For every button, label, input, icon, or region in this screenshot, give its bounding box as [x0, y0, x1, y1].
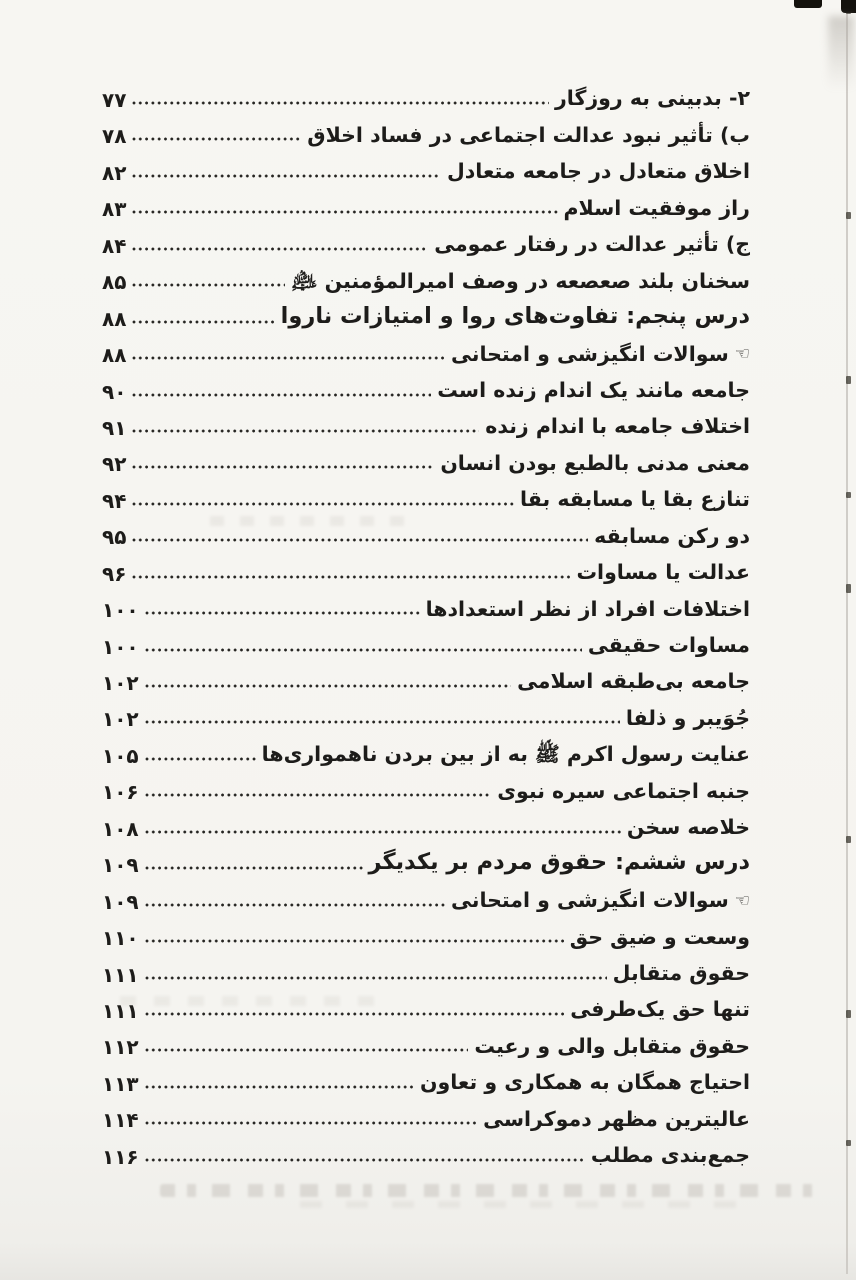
dotted-leader: [145, 866, 363, 870]
toc-row: [102, 517, 750, 548]
toc-row: [102, 481, 750, 512]
toc-entry-title: تنها حق یک‌طرفی: [570, 997, 750, 1022]
toc-entry-page-number: ۷۷: [102, 88, 127, 112]
toc-row: [102, 991, 750, 1022]
toc-entry-page-number: ۸۵: [102, 270, 127, 295]
toc-row: [102, 1064, 750, 1095]
toc-entry-page-number: ۱۱۶: [102, 1144, 139, 1169]
dotted-leader: [132, 502, 514, 506]
toc-entry-title: عالیترین مظهر دموکراسی: [483, 1106, 750, 1131]
toc-entry-title: اختلاف جامعه با اندام زنده: [485, 414, 750, 439]
toc-row: [102, 1137, 750, 1168]
toc-entry-title: اخلاق متعادل در جامعه متعادل: [446, 159, 750, 184]
toc-entry-page-number: ۱۱۰: [102, 926, 139, 951]
dotted-leader: [132, 356, 445, 360]
dotted-leader: [132, 429, 479, 433]
toc-row: [102, 882, 750, 913]
toc-row: [102, 116, 750, 147]
dotted-leader: [145, 757, 256, 761]
dotted-leader: [145, 939, 564, 943]
toc-entry-page-number: ۱۱۲: [102, 1035, 139, 1060]
toc-entry-page-number: ۹۰: [102, 379, 127, 404]
toc-row: [102, 189, 750, 220]
dotted-leader: [145, 611, 420, 615]
toc-row: [102, 372, 750, 403]
toc-entry-title: عنایت رسول اکرم ﷺ به از بین بردن ناهمواری‌ها: [261, 742, 750, 767]
toc-entry-page-number: ۱۰۰: [102, 598, 139, 623]
dotted-leader: [132, 320, 274, 324]
toc-entry-page-number: ۹۶: [102, 561, 127, 586]
dotted-leader: [132, 283, 285, 287]
toc-entry-page-number: ۹۵: [102, 525, 127, 550]
dotted-leader: [132, 393, 431, 397]
scan-bleed-mark: [846, 836, 851, 843]
scan-bleed-mark: [846, 1140, 851, 1146]
toc-entry-title: جامعه بی‌طبقه اسلامی: [517, 669, 750, 694]
toc-row: [102, 772, 750, 803]
toc-row: [102, 226, 750, 257]
dotted-leader: [145, 1158, 585, 1162]
dotted-leader: [145, 1085, 414, 1089]
toc-entry-title: جمع‌بندی مطلب: [590, 1143, 750, 1168]
dotted-leader: [132, 210, 557, 214]
toc-entry-page-number: ۹۱: [102, 415, 127, 440]
toc-entry-page-number: ۹۴: [102, 488, 127, 513]
toc-row: [102, 444, 750, 475]
dotted-leader: [145, 1048, 469, 1052]
toc-entry-title: درس پنجم: تفاوت‌های روا و امتیازات ناروا: [280, 302, 750, 329]
toc-row: [102, 736, 750, 767]
scan-corner-mark: [841, 0, 856, 13]
toc-row: [102, 80, 750, 111]
toc-entry-page-number: ۱۱۱: [102, 962, 139, 987]
toc-row: [102, 153, 750, 184]
toc-entry-title: تنازع بقا یا مسابقه بقا: [520, 487, 750, 512]
toc-entry-title: احتیاج همگان به همکاری و تعاون: [419, 1070, 750, 1095]
toc-row: [102, 554, 750, 585]
toc-row: [102, 918, 750, 949]
toc-row: [102, 845, 750, 876]
toc-entry-page-number: ۱۰۹: [102, 889, 139, 914]
toc-entry-page-number: ۸۳: [102, 197, 127, 222]
toc-entry-title: ۲- بدبینی به روزگار: [554, 86, 750, 111]
scan-bleed-mark: [846, 1010, 851, 1018]
toc-entry-page-number: ۸۲: [102, 160, 127, 185]
toc-row: [102, 699, 750, 730]
bleed-through-ghost-text: [300, 1201, 736, 1208]
toc-row: [102, 955, 750, 986]
dotted-leader: [145, 1121, 477, 1125]
toc-entry-title: ب) تأثیر نبود عدالت اجتماعی در فساد اخلاق: [307, 122, 750, 147]
toc-entry-page-number: ۹۲: [102, 452, 127, 477]
toc-entry-title: مساوات حقیقی: [587, 633, 750, 657]
scan-bleed-mark: [846, 212, 851, 219]
dotted-leader: [132, 174, 441, 178]
toc-entry-title: سخنان بلند صعصعه در وصف امیرالمؤمنین ﵇: [291, 268, 750, 293]
dotted-leader: [145, 648, 582, 652]
dotted-leader: [145, 1012, 565, 1016]
toc-entry-title: ج) تأثیر عدالت در رفتار عمومی: [434, 232, 750, 257]
toc-entry-title: سوالات انگیزشی و امتحانی: [451, 888, 729, 913]
toc-entry-title: جنبه اجتماعی سیره نبوی: [497, 778, 750, 803]
toc-row: [102, 299, 750, 330]
toc-entry-title: حقوق متقابل والی و رعیت: [474, 1033, 750, 1058]
toc-entry-page-number: ۱۱۱: [102, 998, 139, 1023]
toc-row: [102, 1027, 750, 1058]
dotted-leader: [145, 903, 445, 907]
scan-corner-mark: [794, 0, 822, 8]
dotted-leader: [145, 720, 620, 724]
toc-entry-page-number: ۸۸: [102, 343, 127, 368]
dotted-leader: [132, 247, 428, 251]
dotted-leader: [132, 101, 549, 105]
toc-list: [102, 80, 750, 1168]
toc-entry-page-number: ۱۱۴: [102, 1108, 139, 1133]
toc-entry-title: سوالات انگیزشی و امتحانی: [451, 341, 729, 366]
dotted-leader: [145, 830, 621, 834]
toc-entry-title: حقوق متقابل: [612, 960, 750, 985]
scan-edge-line: [846, 0, 848, 1274]
scan-bleed-mark: [846, 376, 851, 384]
toc-row: [102, 408, 750, 439]
bleed-through-ghost-text: [160, 1184, 820, 1197]
toc-entry-title: جُوَیبر و ذلفا: [625, 705, 750, 730]
toc-entry-title: جامعه مانند یک اندام زنده است: [437, 377, 750, 402]
toc-entry-page-number: ۱۰۸: [102, 816, 139, 841]
dotted-leader: [132, 538, 588, 542]
toc-entry-page-number: ۱۰۵: [102, 743, 139, 768]
toc-entry-title: عدالت یا مساوات: [576, 560, 750, 585]
dotted-leader: [145, 793, 492, 797]
scan-bleed-mark: [846, 492, 851, 498]
scan-smudge: [828, 16, 854, 90]
pointing-hand-icon: ☜: [734, 890, 750, 911]
toc-row: [102, 1100, 750, 1131]
toc-entry-title: راز موفقیت اسلام: [563, 195, 750, 220]
toc-entry-page-number: ۱۰۲: [102, 707, 139, 732]
toc-entry-page-number: ۷۸: [102, 124, 127, 149]
toc-row: [102, 262, 750, 293]
toc-entry-title: خلاصه سخن: [626, 815, 750, 840]
toc-entry-title: معنی مدنی بالطبع بودن انسان: [440, 450, 750, 475]
pointing-hand-icon: ☜: [734, 344, 750, 365]
toc-row: [102, 627, 750, 658]
toc-entry-page-number: ۱۰۶: [102, 780, 139, 805]
toc-entry-title: درس ششم: حقوق مردم بر یکدیگر: [368, 849, 750, 876]
scan-bleed-mark: [846, 584, 851, 593]
dotted-leader: [145, 684, 511, 688]
toc-entry-title: وسعت و ضیق حق: [569, 924, 750, 949]
toc-entry-page-number: ۸۸: [102, 306, 127, 331]
dotted-leader: [132, 575, 570, 579]
toc-row: [102, 335, 750, 366]
dotted-leader: [132, 137, 301, 141]
toc-entry-title: اختلافات افراد از نظر استعدادها: [425, 596, 750, 621]
toc-entry-title: دو رکن مسابقه: [594, 523, 750, 548]
toc-entry-page-number: ۱۰۲: [102, 671, 139, 695]
dotted-leader: [132, 465, 434, 469]
toc-row: [102, 663, 750, 694]
toc-entry-page-number: ۱۰۰: [102, 634, 139, 659]
dotted-leader: [145, 976, 607, 980]
toc-entry-page-number: ۸۴: [102, 233, 127, 258]
toc-entry-page-number: ۱۱۳: [102, 1071, 139, 1096]
toc-row: [102, 590, 750, 621]
toc-row: [102, 809, 750, 840]
toc-entry-page-number: ۱۰۹: [102, 853, 139, 878]
